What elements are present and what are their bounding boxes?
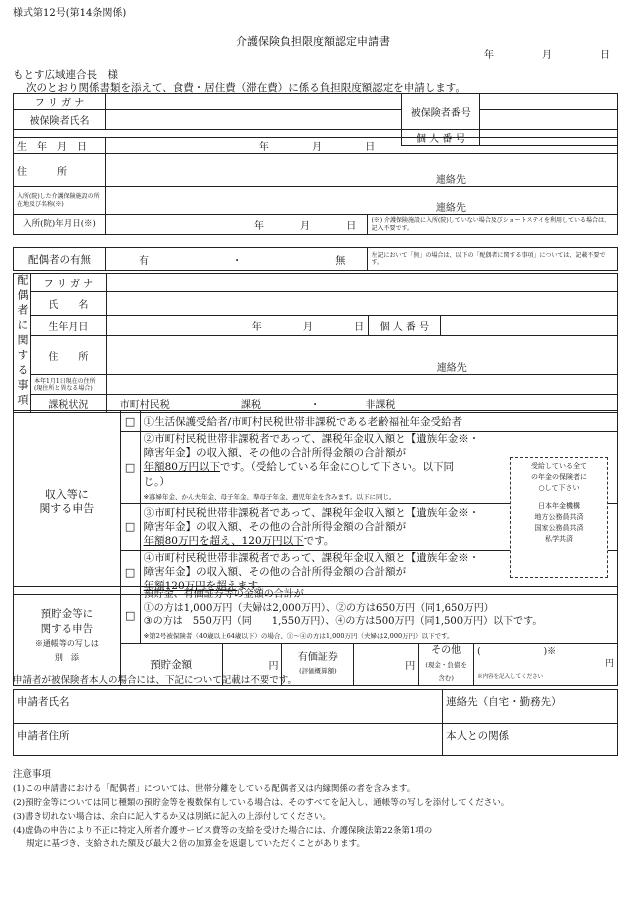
address-label: 住 所 bbox=[14, 154, 106, 187]
note-1: (1)この申請書における「配偶者」については、世帯分離をしている配偶者又は内縁関係の者を含みます。 bbox=[13, 784, 416, 794]
insurer-national-mutual[interactable]: 国家公務員共済 bbox=[534, 523, 584, 532]
other-label: その他 (現金・負債を含む) bbox=[419, 644, 474, 686]
spouse-furigana-field[interactable] bbox=[106, 274, 617, 292]
applicant-contact-field[interactable] bbox=[443, 690, 618, 724]
spouse-dot: ・ bbox=[232, 255, 243, 267]
date-month: 月 bbox=[542, 50, 552, 61]
savings-checkbox[interactable]: □ bbox=[120, 587, 140, 644]
spouse-dob-year: 年 bbox=[251, 321, 262, 333]
income-opt2-text: ②市町村民税世帯非課税者であって、課税年金収入額と【遺族年金※・ 障害年金】の収入額、その他の合計所得金額の合計額が 年額80万円以下です。（受給している年金に○して下さい。以下同 じ。） ※寡婦年金、かん夫年金、母子年金、準母子年金、遺児年金を含みます。以下に同じ。 bbox=[140, 432, 617, 504]
dob-label: 生 年 月 日 bbox=[14, 138, 106, 154]
spouse-dob-day: 日 bbox=[354, 321, 365, 333]
spouse-section-label: 配偶者に関する事項 bbox=[14, 274, 31, 413]
applicant-name-field[interactable] bbox=[14, 690, 443, 724]
address-contact: 連絡先 bbox=[435, 175, 466, 186]
date-day: 日 bbox=[600, 50, 610, 61]
spouse-dob-field[interactable] bbox=[106, 315, 368, 335]
spouse-personal-no-field[interactable] bbox=[440, 315, 617, 335]
insured-number-field-2[interactable] bbox=[480, 110, 618, 130]
personal-number-label: 個 人 番 号 bbox=[402, 130, 480, 146]
spouse-presence-table bbox=[13, 247, 618, 271]
savings-section-label: 預貯金等に 関する申告 ※通帳等の写しは 別 添 bbox=[14, 587, 121, 686]
intro-text: 次のとおり関係書類を添えて、食費・居住費（滞在費）に係る負担限度額認定を申請します。 bbox=[26, 82, 466, 94]
income-opt3-checkbox[interactable]: □ bbox=[120, 503, 140, 550]
applicant-relation-field[interactable] bbox=[443, 724, 618, 756]
insured-number-label: 被保険者番号 bbox=[402, 94, 480, 130]
spouse-prev-address-label: 本年1月1日現在の住所(現住所と異なる場合) bbox=[31, 375, 107, 395]
address-field[interactable] bbox=[105, 154, 617, 187]
applicant-name-label: 申請者氏名 bbox=[17, 696, 70, 708]
applicant-address-label: 申請者住所 bbox=[17, 730, 70, 742]
savings-table bbox=[13, 586, 618, 686]
notes-title: 注意事項 bbox=[13, 769, 52, 780]
applicant-address-field[interactable] bbox=[14, 724, 443, 756]
deposit-label: 預貯金額 bbox=[120, 644, 222, 686]
income-opt1-checkbox[interactable]: □ bbox=[120, 411, 140, 432]
note-2: (2)預貯金等については同じ種類の預貯金等を複数保有している場合は、そのすべてを記入し、通帳等の写しを添付してください。 bbox=[13, 798, 510, 808]
income-opt4-text: ④市町村民税世帯非課税者であって、課税年金収入額と【遺族年金※・ 障害年金】の収入額、その他の合計所得金額の合計額が 年額120万円を超えます。 bbox=[140, 550, 617, 594]
applicant-table bbox=[13, 689, 618, 756]
spouse-yes[interactable]: 有 bbox=[138, 255, 149, 267]
adm-year: 年 bbox=[253, 221, 264, 232]
securities-amount-field[interactable]: 円 bbox=[354, 644, 419, 686]
insured-name-field[interactable] bbox=[105, 110, 401, 130]
facility-field[interactable] bbox=[105, 187, 617, 215]
applicant-intro: 申請者が被保険者本人の場合には、下記について記載は不要です。 bbox=[13, 675, 298, 686]
note-4a: (4)虚偽の申告により不正に特定入所者介護サービス費等の支給を受けた場合には、介護保険法第22条第1項の bbox=[13, 826, 433, 836]
savings-text: 預貯金、有価証券等の金額の合計が ①の方は1,000万円（夫婦は2,000万円）、②の方は650万円（同1,650万円） ③の方は 550万円（同 1,550万円）、④の方は500万円（同1,500万円）以下です。 ※第2号被保険者（40歳以上64歳以下）の場合、①～④の方は1,000万円（夫婦は2,000万円）以下です。 bbox=[140, 587, 617, 644]
income-opt3-text: ③市町村民税世帯非課税者であって、課税年金収入額と【遺族年金※・ 障害年金】の収入額、その他の合計所得金額の合計額が 年額80万円を超え、120万円以下です。 bbox=[140, 503, 617, 550]
spouse-address-field[interactable] bbox=[106, 335, 617, 375]
note-4b: 規定に基づき、支給された額及び最大２倍の加算金を返還していただくことがあります。 bbox=[26, 839, 365, 849]
spouse-prev-address-field[interactable] bbox=[106, 375, 617, 395]
admission-label: 入所(院)年月日(※) bbox=[14, 215, 106, 235]
tax-dot: ・ bbox=[310, 400, 321, 412]
admission-note: (※) 介護保険施設に入所(院)していない場合及びショートステイを利用している場合は、記入不要です。 bbox=[368, 215, 618, 235]
adm-month: 月 bbox=[300, 221, 311, 232]
tax-value-c[interactable]: 非課税 bbox=[365, 400, 396, 412]
insurer-local-mutual[interactable]: 地方公務員共済 bbox=[534, 512, 584, 521]
spouse-table bbox=[13, 273, 618, 413]
insured-number-field[interactable] bbox=[480, 94, 618, 110]
facility-label: 入所(院)した介護保険施設の所在地及び名称(※) bbox=[14, 187, 106, 215]
securities-label: 有価証券 (評価概算額) bbox=[282, 644, 354, 686]
spouse-dob-month: 月 bbox=[302, 321, 313, 333]
insured-furigana-label: フ リ ガ ナ bbox=[14, 94, 106, 110]
tax-value-a: 市町村民税 bbox=[119, 400, 170, 412]
addressee: もとす広域連合長 様 bbox=[13, 69, 118, 81]
insured-name-label: 被保険者氏名 bbox=[14, 110, 106, 130]
spouse-personal-no-label: 個 人 番 号 bbox=[368, 315, 440, 335]
dob-field[interactable] bbox=[105, 138, 617, 154]
income-opt1-text: ①生活保護受給者/市町村民税世帯非課税である老齢福祉年金受給者 bbox=[140, 411, 617, 432]
dob-year: 年 bbox=[258, 142, 269, 153]
insurer-japan-pension[interactable]: 日本年金機構 bbox=[538, 501, 580, 510]
spouse-name-field[interactable] bbox=[106, 291, 617, 315]
income-opt4-checkbox[interactable]: □ bbox=[120, 550, 140, 594]
facility-contact: 連絡先 bbox=[435, 203, 466, 214]
spouse-presence-field[interactable] bbox=[105, 248, 368, 271]
date-year: 年 bbox=[484, 50, 494, 61]
spouse-no[interactable]: 無 bbox=[335, 255, 346, 267]
deposit-amount-field[interactable]: 円 bbox=[222, 644, 282, 686]
spouse-address-label: 住 所 bbox=[31, 335, 107, 375]
note-3: (3)書き切れない場合は、余白に記入するか又は別紙に記入の上添付してください。 bbox=[13, 812, 332, 822]
income-section-label: 収入等に 関する申告 bbox=[14, 411, 121, 595]
other-amount-field[interactable]: ( )※ 円 ※内容を記入してください bbox=[474, 644, 618, 686]
insured-furigana-field[interactable] bbox=[105, 94, 401, 110]
spouse-furigana-label: フ リ ガ ナ bbox=[31, 274, 107, 292]
form-title: 介護保険負担限度額認定申請書 bbox=[236, 35, 390, 48]
insured-details-table bbox=[13, 137, 618, 235]
income-opt2-note: ※寡婦年金、かん夫年金、母子年金、準母子年金、遺児年金を含みます。以下に同じ。 bbox=[143, 492, 396, 501]
applicant-relation-label: 本人との関係 bbox=[446, 730, 510, 742]
pension-insurer-box: 受給している全て の年金の保険者に ○して下さい 日本年金機構 地方公務員共済 国家公務員共済 私学共済 bbox=[510, 457, 608, 578]
dob-day: 日 bbox=[365, 142, 376, 153]
spouse-name-label: 氏 名 bbox=[31, 291, 107, 315]
spouse-dob-label: 生年月日 bbox=[31, 315, 107, 335]
form-number: 様式第12号(第14条関係) bbox=[13, 8, 127, 19]
admission-date-field[interactable] bbox=[105, 215, 368, 235]
tax-value-b[interactable]: 課税 bbox=[240, 400, 261, 412]
spouse-presence-note: 左記において「無」の場合は、以下の「配偶者に関する事項」については、記載不要です。 bbox=[368, 248, 618, 271]
spouse-address-contact: 連絡先 bbox=[436, 363, 467, 375]
spouse-presence-label: 配偶者の有無 bbox=[14, 248, 106, 271]
adm-day: 日 bbox=[346, 221, 357, 232]
spouse-tax-label: 課税状況 bbox=[31, 395, 107, 413]
applicant-contact-label: 連絡先（自宅・勤務先） bbox=[446, 696, 562, 708]
insurer-private-school[interactable]: 私学共済 bbox=[545, 535, 573, 544]
income-opt2-checkbox[interactable]: □ bbox=[120, 432, 140, 504]
dob-month: 月 bbox=[312, 142, 323, 153]
